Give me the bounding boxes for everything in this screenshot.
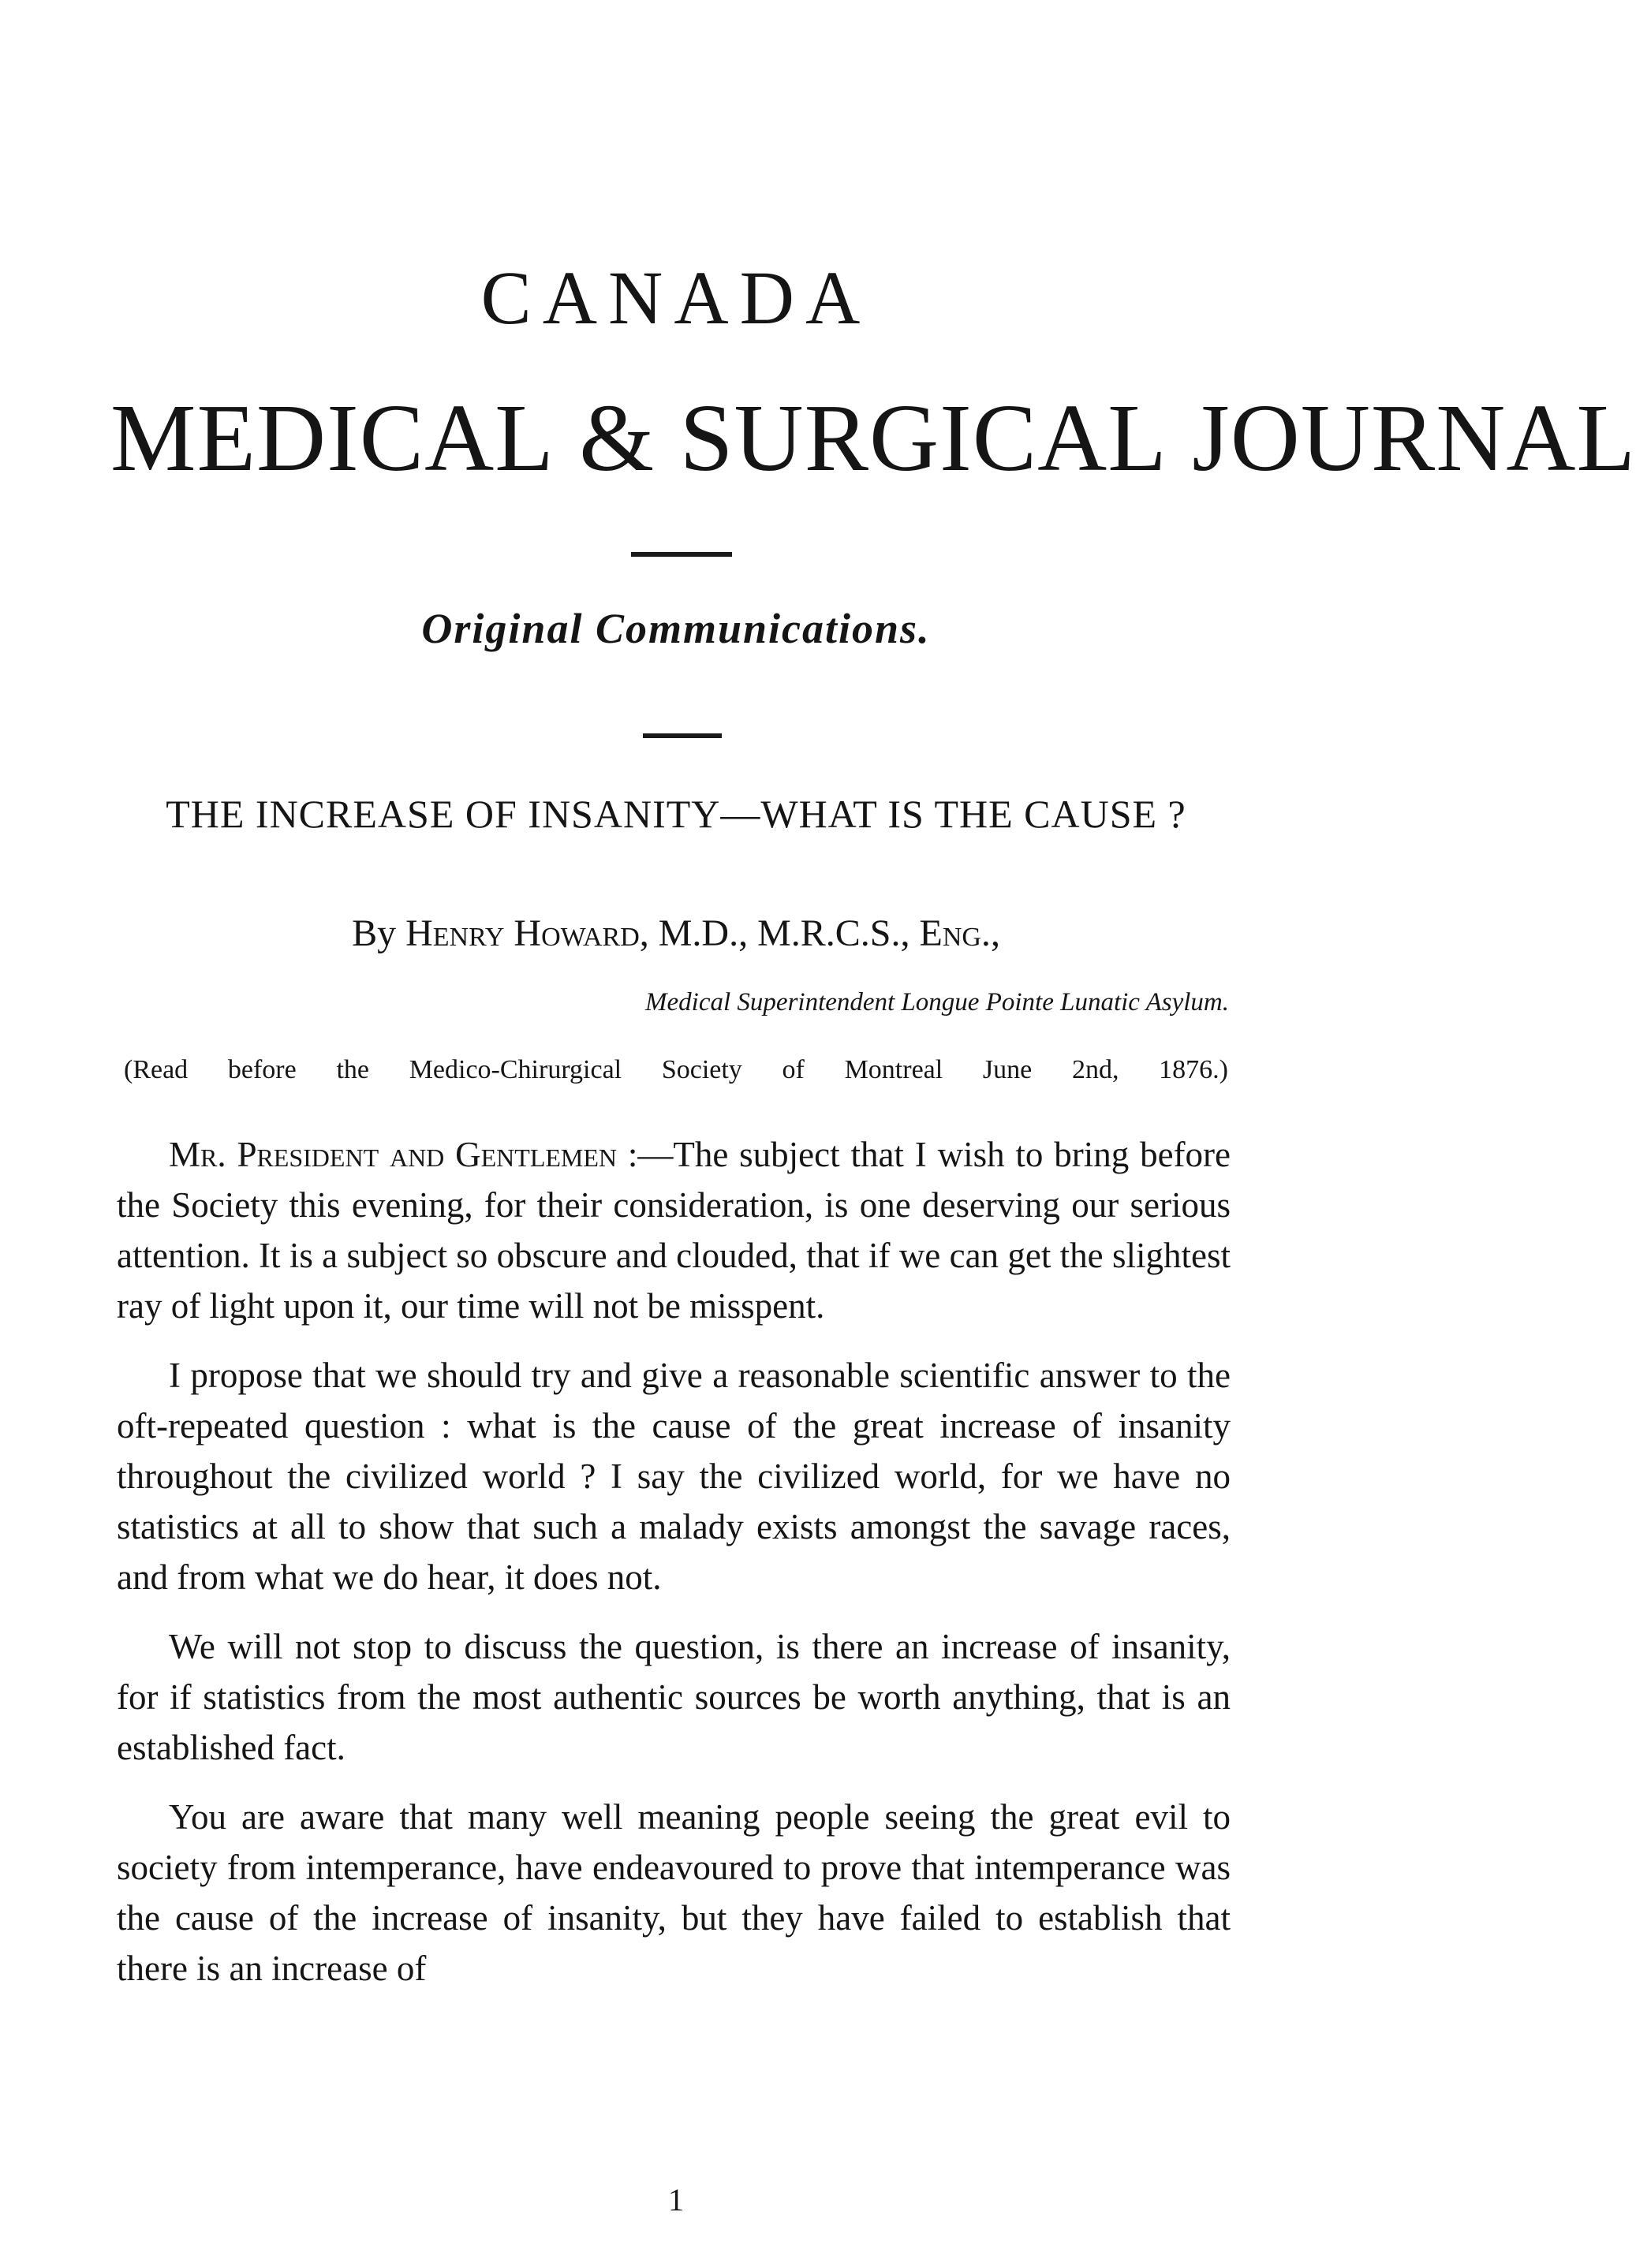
- author-degrees: , M.D., M.R.C.S.,: [639, 912, 920, 954]
- paragraph-4: You are aware that many well meaning people seeing the great evil to society from intemperance, have endeavoured to prove that intemperance was the cause of the increase of insanity, but they have failed to establish that there is an increase of: [117, 1797, 1231, 1988]
- article-byline: [0, 912, 1352, 954]
- masthead-journal-title: [110, 385, 1636, 491]
- salutation: Mr. President and Gentlemen: [169, 1135, 618, 1174]
- masthead-canada: CANADA: [480, 256, 872, 340]
- masthead-word-urgical: URGICAL: [734, 385, 1167, 491]
- masthead-space: [1167, 385, 1193, 491]
- read-before-note: (Read before the Medico-Chirurgical Society of Montreal June 2nd, 1876.): [124, 1055, 1228, 1084]
- paragraph-1: [117, 1129, 1231, 1331]
- paragraph-2: I propose that we should try and give a reasonable scientific answer to the oft-repeated question : what is the cause of the great increase of insanity throughout the civilized world ? I say the civilized world, for we have no statistics at all to show that such a malady exists amongst the savage races, and from what we do hear, it does not.: [117, 1356, 1231, 1597]
- section-divider: [643, 733, 722, 738]
- author-name: Henry Howard: [405, 912, 640, 954]
- page-number: 1: [668, 2182, 684, 2218]
- paragraph-3: We will not stop to discuss the question, is there an increase of insanity, for if statistics from the most authentic sources be worth anything, that is an established fact.: [117, 1627, 1231, 1767]
- masthead-word-ournal: OURNAL: [1230, 385, 1636, 491]
- article-title: THE INCREASE OF INSANITY—WHAT IS THE CAUSE ?: [166, 792, 1186, 836]
- byline-prefix: By: [352, 912, 406, 954]
- paragraph-1-text: :—The subject that I wish to bring before the Society this evening, for their consideration, is one deserving our serious attention. It is a subject so obscure and clouded, that if we can get the slightest ray of light upon it, our time will not be misspent.: [117, 1135, 1231, 1326]
- masthead-letter-j: J: [1192, 385, 1231, 491]
- byline-suffix: ,: [990, 912, 1000, 954]
- section-heading: Original Communications.: [421, 605, 931, 652]
- masthead-ampersand: &: [554, 385, 680, 491]
- masthead-letter-s: S: [679, 385, 734, 491]
- masthead-divider: [631, 552, 732, 557]
- masthead-word-edical: EDICAL: [196, 385, 555, 491]
- author-eng: Eng.: [919, 912, 991, 954]
- author-affiliation: Medical Superintendent Longue Pointe Lunatic Asylum.: [645, 988, 1229, 1016]
- article-body: [117, 1129, 1231, 2012]
- masthead-letter-m: M: [110, 385, 197, 491]
